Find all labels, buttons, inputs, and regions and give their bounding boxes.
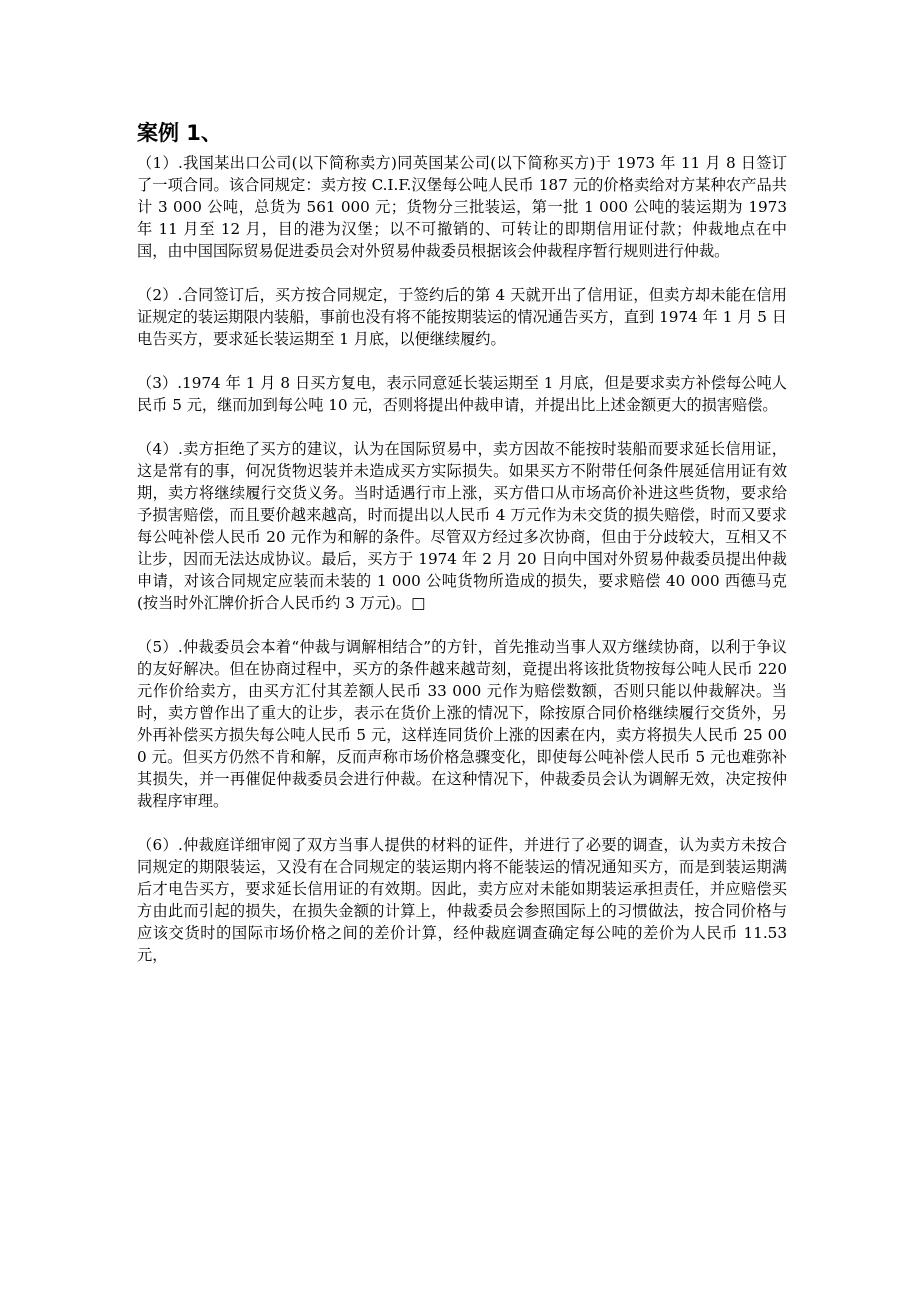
paragraph-3: （3）.1974 年 1 月 8 日买方复电，表示同意延长装运期至 1 月底，但是要求卖方补偿每公吨人民币 5 元，继而加到每公吨 10 元，否则将提出仲裁申请，并提出比上述金额更大的损害赔偿。 bbox=[137, 374, 787, 414]
case-title: 案例 1、 bbox=[137, 121, 222, 145]
paragraph-4: （4）.卖方拒绝了买方的建议，认为在国际贸易中，卖方因故不能按时装船而要求延长信用证，这是常有的事，何况货物迟装并未造成买方实际损失。如果买方不附带任何条件展延信用证有效期，卖方将继续履行交货义务。当时适遇行市上涨，买方借口从市场高价补进这些货物，要求给予损害赔偿，而且要价越来越高，时而提出以人民币 4 万元作为未交货的损失赔偿，时而又要求每公吨补偿人民币 20 元作为和解的条件。尽管双方经过多次协商，但由于分歧较大，互相又不让步，因而无法达成协议。最后，买方于 1974 年 2 月 20 日向中国对外贸易仲裁委员提出仲裁申请，对该合同规定应装而未装的 1 000 公吨货物所造成的损失，要求赔偿 40 000 西德马克(按当时外汇牌价折合人民币约 3 万元)。□ bbox=[137, 440, 787, 612]
paragraph-2: （2）.合同签订后，买方按合同规定，于签约后的第 4 天就开出了信用证，但卖方却未能在信用证规定的装运期限内装船，事前也没有将不能按期装运的情况通告买方，直到 1974 年 1 月 5 日电告买方，要求延长装运期至 1 月底，以便继续履约。 bbox=[137, 286, 787, 348]
paragraph-6: （6）.仲裁庭详细审阅了双方当事人提供的材料的证件，并进行了必要的调查，认为卖方未按合同规定的期限装运，又没有在合同规定的装运期内将不能装运的情况通知买方，而是到装运期满后才电告买方，要求延长信用证的有效期。因此，卖方应对未能如期装运承担责任，并应赔偿买方由此而引起的损失，在损失金额的计算上，仲裁委员会参照国际上的习惯做法，按合同价格与应该交货时的国际市场价格之间的差价计算，经仲裁庭调查确定每公吨的差价为人民币 11.53 元， bbox=[137, 836, 787, 964]
paragraph-5: （5）.仲裁委员会本着“仲裁与调解相结合”的方针，首先推动当事人双方继续协商，以利于争议的友好解决。但在协商过程中，买方的条件越来越苛刻，竟提出将该批货物按每公吨人民币 220 元作价给卖方，由买方汇付其差额人民币 33 000 元作为赔偿数额，否则只能以仲裁解决。当时，卖方曾作出了重大的让步，表示在货价上涨的情况下，除按原合同价格继续履行交货外，另外再补偿买方损失每公吨人民币 5 元，这样连同货价上涨的因素在内，卖方将损失人民币 25 000 元。但买方仍然不肯和解，反而声称市场价格急骤变化，即使每公吨补偿人民币 5 元也难弥补其损失，并一再催促仲裁委员会进行仲裁。在这种情况下，仲裁委员会认为调解无效，决定按仲裁程序审理。 bbox=[137, 638, 787, 810]
document-body bbox=[137, 118, 787, 988]
paragraph-1: （1）.我国某出口公司(以下简称卖方)同英国某公司(以下简称买方)于 1973 年 11 月 8 日签订了一项合同。该合同规定：卖方按 C.I.F.汉堡每公吨人民币 187 元的价格卖给对方某种农产品共计 3 000 公吨，总货为 561 000 元；货物分三批装运，第一批 1 000 公吨的装运期为 1973 年 11 月至 12 月，目的港为汉堡；以不可撤销的、可转让的即期信用证付款；仲裁地点在中国，由中国国际贸易促进委员会对外贸易仲裁委员根据该会仲裁程序暂行规则进行仲裁。 bbox=[137, 154, 787, 260]
